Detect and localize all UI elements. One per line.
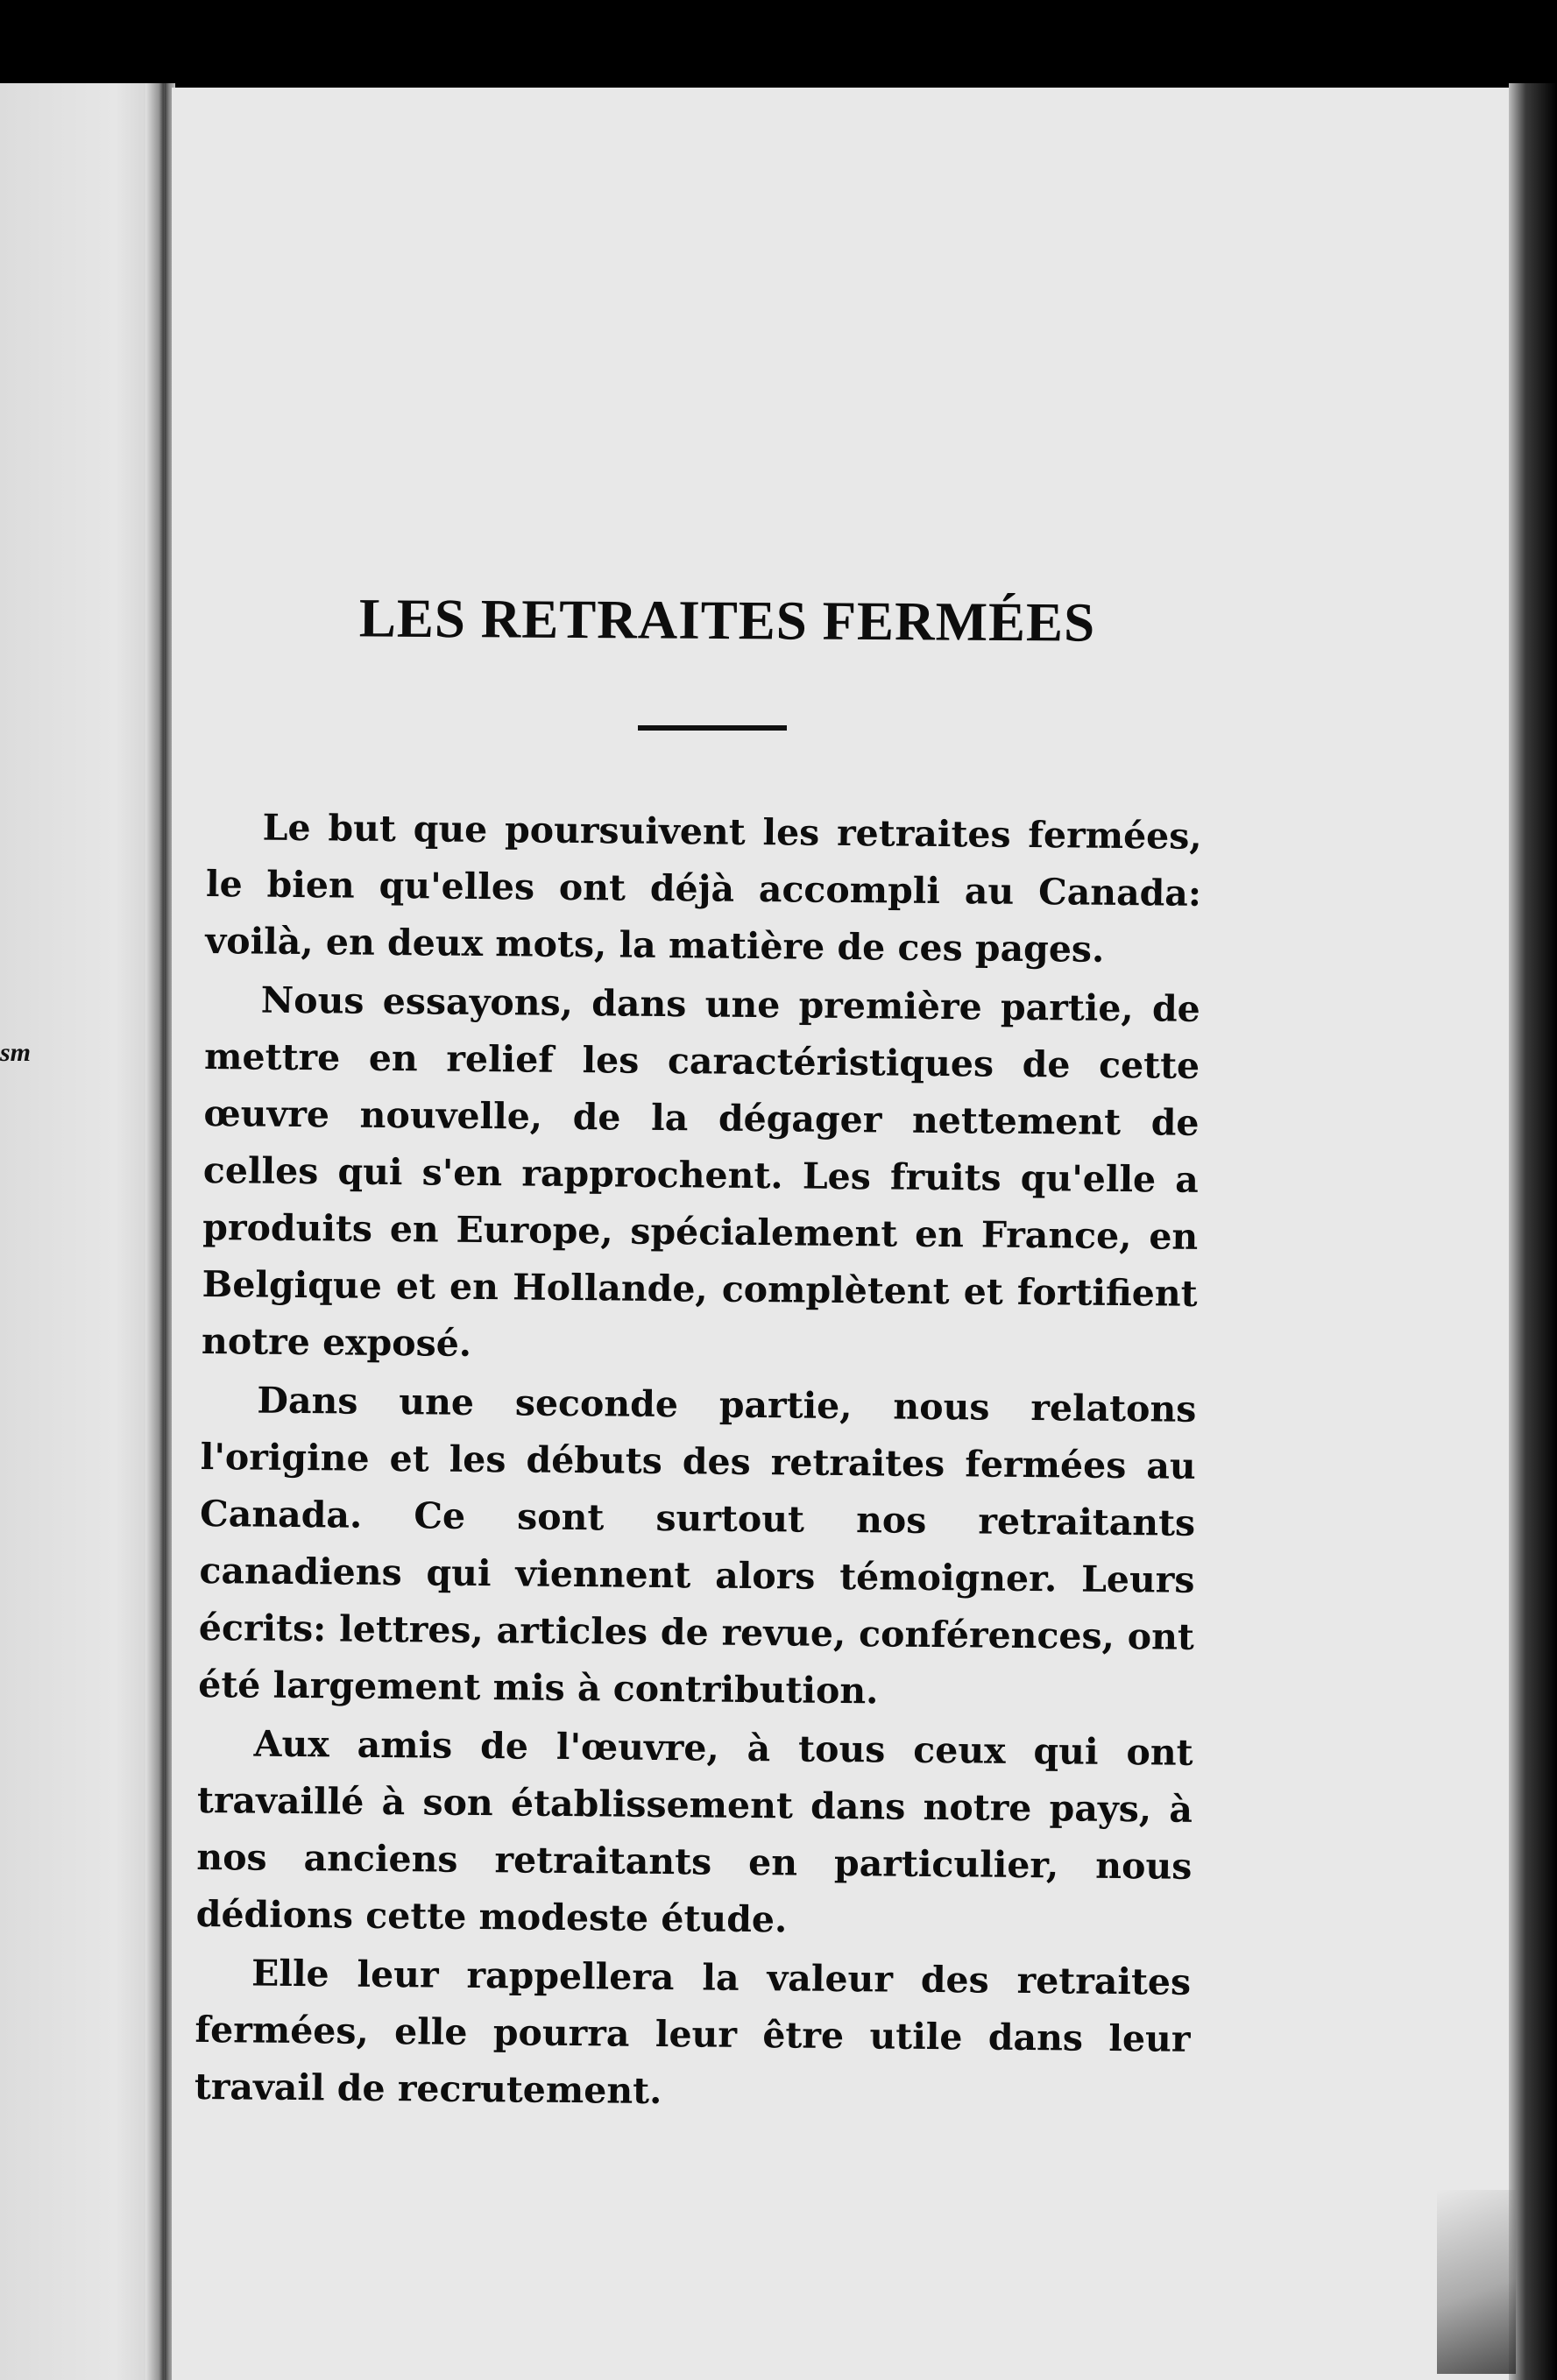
page-title: LES RETRAITES FERMÉES: [358, 587, 1096, 653]
page-edge-shadow: [1509, 83, 1557, 2380]
paragraph-3: Dans une seconde partie, nous relatons l'origine et les débuts des retraites fermées au Canada. Ce sont surtout nos retraitants canadiens qui viennent alors témoigner. Leurs écrits: lettres, articles de revue, conférences, ont été largement mis à contribution.: [198, 1379, 1197, 1713]
page-curl: [1437, 2190, 1516, 2374]
paragraph-4: Aux amis de l'œuvre, à tous ceux qui ont travaillé à son établissement dans notre pays, à nos anciens retraitants en particulier, nous dédions cette modeste étude.: [195, 1722, 1193, 1941]
paragraph-5: Elle leur rappellera la valeur des retraites fermées, elle pourra leur être utile dans leur travail de recrutement.: [194, 1952, 1192, 2113]
page-body: [195, 799, 1202, 2127]
left-page-text-fragment: sm: [0, 1038, 32, 1067]
paragraph-2: Nous essayons, dans une première partie, de mettre en relief les caractéristiques de cette œuvre nouvelle, de la dégager nettement de celles qui s'en rapprochent. Les fruits qu'elle a produits en Europe, spécialement en France, en Belgique et en Hollande, complètent et fortifient notre exposé.: [201, 978, 1200, 1365]
book-gutter: [145, 83, 175, 2380]
title-rule: [638, 725, 787, 731]
left-page-edge: [0, 83, 165, 2380]
paragraph-1: Le but que poursuivent les retraites fermées, le bien qu'elles ont déjà accompli au Canada: voilà, en deux mots, la matière de ces pages.: [205, 806, 1202, 971]
